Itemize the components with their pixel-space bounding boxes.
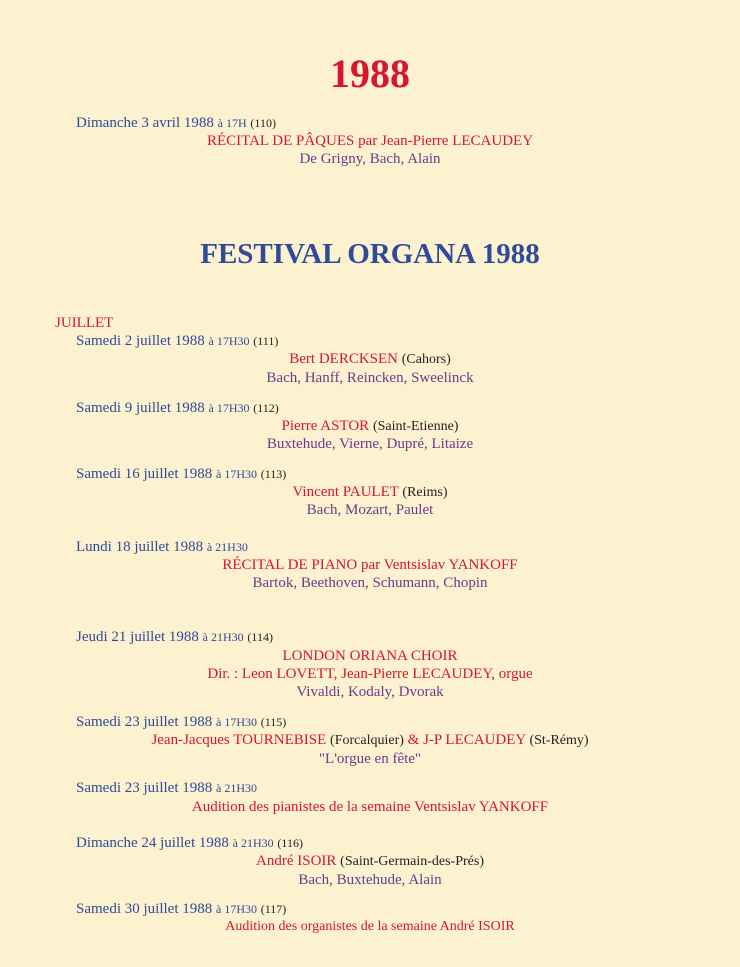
event-program: "L'orgue en fête": [318, 751, 422, 767]
event-number: (114): [247, 630, 273, 644]
month-heading: JUILLET: [55, 315, 114, 331]
event-date-line: [76, 714, 286, 731]
event-date-line: [76, 400, 279, 417]
event-date: Samedi 2 juillet 1988: [76, 333, 205, 349]
event-time: à 17H30: [216, 902, 257, 916]
event-number: (111): [253, 334, 279, 348]
event-title: Audition des pianistes de la semaine Ventsislav YANKOFF: [191, 799, 549, 815]
event-performer: Jean-Jacques TOURNEBISE: [151, 732, 327, 748]
event-performer: André ISOIR: [256, 853, 337, 869]
event-time: à 21H30: [202, 630, 244, 644]
event-origin: (Forcalquier): [330, 733, 404, 748]
event-date: Dimanche 24 juillet 1988: [76, 835, 229, 851]
event-performer-line: [0, 484, 740, 501]
event-title: Audition des organistes de la semaine André ISOIR: [225, 919, 515, 934]
event-time: à 21H30: [216, 781, 257, 795]
event-date-line: [76, 780, 257, 797]
event-date-line: [76, 333, 278, 350]
event-origin: (Saint-Etienne): [372, 419, 459, 434]
event-time: à 17H: [217, 116, 247, 130]
event-time: à 17H30: [208, 401, 250, 415]
event-performer: Pierre ASTOR: [281, 418, 370, 434]
event-date: Samedi 9 juillet 1988: [76, 400, 205, 416]
event-number: (113): [260, 467, 287, 481]
event-time: à 21H30: [206, 540, 248, 554]
event-performer: J-P LECAUDEY: [423, 732, 526, 748]
event-performer: Bert DERCKSEN: [289, 351, 398, 367]
event-program: Bach, Buxtehude, Alain: [298, 872, 442, 888]
event-date: Samedi 16 juillet 1988: [76, 466, 213, 482]
event-date: Samedi 30 juillet 1988: [76, 901, 213, 917]
event-program: Buxtehude, Vierne, Dupré, Litaize: [266, 436, 474, 452]
event-performer-line: [0, 853, 740, 870]
event-program: De Grigny, Bach, Alain: [299, 151, 441, 167]
page-year-title: 1988: [330, 51, 410, 96]
event-program: Bach, Mozart, Paulet: [306, 502, 434, 518]
event-program: Bartok, Beethoven, Schumann, Chopin: [252, 575, 488, 591]
event-title: RÉCITAL DE PIANO par Ventsislav YANKOFF: [222, 557, 518, 573]
event-date: Samedi 23 juillet 1988: [76, 780, 213, 796]
event-origin: (Saint-Germain-des-Prés): [340, 854, 484, 869]
event-time: à 21H30: [232, 836, 274, 850]
event-performer-line: [0, 351, 740, 368]
event-origin: (Cahors): [401, 352, 451, 367]
event-date-line: [76, 629, 273, 646]
event-date-line: [76, 901, 286, 918]
event-number: (110): [250, 116, 276, 130]
event-number: (115): [260, 715, 287, 729]
event-origin: (Reims): [402, 485, 448, 500]
event-performer-line: [0, 418, 740, 435]
event-date-line: [76, 466, 286, 483]
event-program: Vivaldi, Kodaly, Dvorak: [296, 684, 444, 700]
festival-title: FESTIVAL ORGANA 1988: [200, 238, 540, 270]
event-date-line: [76, 115, 276, 132]
event-date: Jeudi 21 juillet 1988: [76, 629, 199, 645]
event-program: Bach, Hanff, Reincken, Sweelinck: [266, 370, 474, 386]
event-origin: (St-Rémy): [529, 733, 589, 748]
event-performer: Vincent PAULET: [292, 484, 399, 500]
event-time: à 17H30: [216, 715, 257, 729]
event-time: à 17H30: [216, 467, 257, 481]
event-number: (112): [253, 401, 279, 415]
event-date: Samedi 23 juillet 1988: [76, 714, 213, 730]
event-performer-line: [0, 732, 740, 749]
event-date: Dimanche 3 avril 1988: [76, 115, 214, 131]
event-title: LONDON ORIANA CHOIR: [282, 648, 458, 664]
event-subtitle: Dir. : Leon LOVETT, Jean-Pierre LECAUDEY, orgue: [207, 666, 533, 682]
event-ampersand: &: [407, 732, 420, 748]
event-number: (117): [260, 902, 287, 916]
event-title: RÉCITAL DE PÂQUES par Jean-Pierre LECAUDEY: [206, 133, 534, 149]
event-date: Lundi 18 juillet 1988: [76, 539, 204, 555]
event-date-line: [76, 539, 248, 556]
event-time: à 17H30: [208, 334, 250, 348]
event-date-line: [76, 835, 303, 852]
event-number: (116): [277, 836, 303, 850]
